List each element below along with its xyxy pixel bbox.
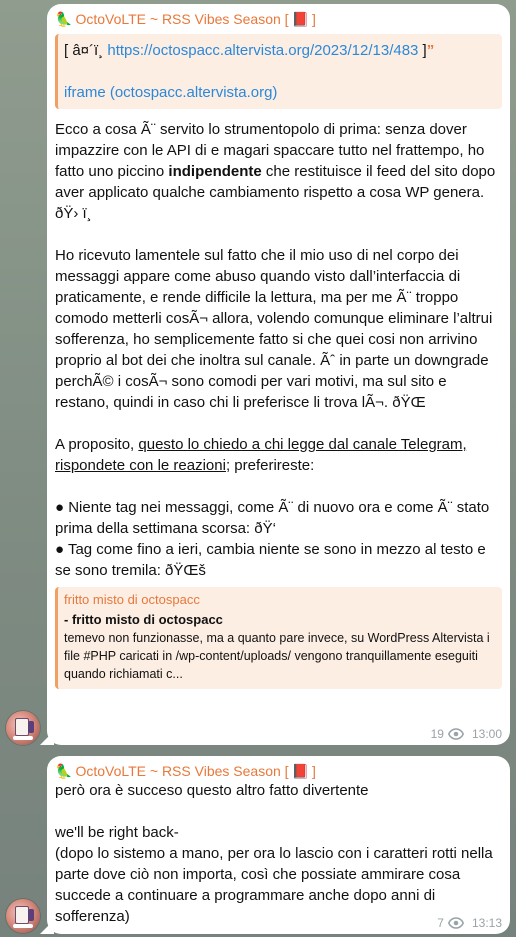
p1-start: Ecco a cosa Ã¨ servito lo strumentopolo di prima: senza dover impazzire con le API di e magari spaccare tutto nel frattempo, ho fatto uno piccino [55, 121, 485, 180]
book-icon: 📕 [291, 11, 309, 27]
eye-icon [448, 917, 464, 929]
message-bubble[interactable] [47, 756, 510, 934]
message-body [55, 780, 502, 927]
parrot-icon: 🦜 [55, 11, 73, 27]
forward-title: - fritto misto di octospacc [64, 612, 223, 627]
link-quote [55, 34, 502, 109]
avatar-accent [28, 721, 34, 733]
sender-close: ] [311, 11, 316, 27]
bullet-2: ● Tag come fino a ieri, cambia niente se sono in mezzo al testo e se sono tremila: ðŸŒš [55, 541, 486, 579]
bubble-tail [40, 731, 54, 745]
eye-icon [448, 728, 464, 740]
avatar-figure [15, 718, 29, 736]
view-count: 7 [437, 916, 444, 930]
line-2: we'll be right back- [55, 824, 179, 841]
sender-name[interactable] [55, 10, 502, 28]
line-3: (dopo lo sistemo a mano, per ora lo lascio con i caratteri rotti nella parte dove ciò non importa, così che possiate ammirare cosa succede a continuare a programmare anche dopo anni di sofferenza) [55, 845, 493, 925]
message-bubble[interactable] [47, 4, 510, 745]
avatar[interactable] [6, 711, 40, 745]
forward-text: temevo non funzionasse, ma a quanto pare invece, su WordPress Altervista i file #PHP caricati in /wp-content/uploads/ vengono tranquillamente eseguiti quando richiamati c... [64, 631, 490, 681]
paragraph-2: Ho ricevuto lamentele sul fatto che il mio uso di nel corpo dei messaggi appare come abuso quando visto dall’interfaccia di praticamente, e rende difficile la lettura, ma per me Ã¨ troppo comodo metterli cosÃ¬ allora, volendo comunque eliminare l’altrui sofferenza, ho semplicemente fatto si che quei cosi non arrivino proprio al bot dei che inoltra sul canale. Ãˆ in parte un downgrade perchÃ© i cosÃ¬ sono comodi per vari motivi, ma sul sito e restano, quindi in caso chi li preferisce li trova lÃ¬. ðŸŒ [55, 247, 493, 411]
iframe-link[interactable]: iframe (octospacc.altervista.org) [64, 84, 278, 101]
quote-open: [ â¤´ï¸ [64, 42, 108, 59]
message-meta [437, 916, 502, 930]
message-time: 13:13 [471, 916, 502, 930]
sender-label: OctoVoLTE ~ RSS Vibes Season [ [75, 763, 289, 779]
avatar-bar [13, 924, 33, 928]
parrot-icon: 🦜 [55, 763, 73, 779]
message-body [55, 119, 502, 581]
p3-start: A proposito, [55, 436, 139, 453]
book-icon: 📕 [291, 763, 309, 779]
paragraph-1 [55, 119, 502, 224]
avatar-bar [13, 736, 33, 740]
line-1: però ora è succeso questo altro fatto divertente [55, 782, 369, 799]
bullet-1: ● Niente tag nei messaggi, come Ã¨ di nuovo ora e come Ã¨ stato prima della settimana scorsa: ðŸ‘ [55, 499, 490, 537]
message-meta [431, 727, 502, 741]
message-time: 13:00 [471, 727, 502, 741]
p1-end: che restituisce il feed del sito dopo aver applicato qualche cambiamento rispetto a cosa WP genera. ðŸ› ï¸ [55, 163, 496, 222]
forwarded-preview[interactable] [55, 587, 502, 689]
p1-bold: indipendente [168, 163, 262, 180]
avatar-figure [15, 906, 29, 924]
view-count: 19 [430, 727, 444, 741]
avatar-accent [28, 909, 34, 921]
bubble-tail [40, 920, 54, 934]
sender-label: OctoVoLTE ~ RSS Vibes Season [ [75, 11, 289, 27]
quote-close: ] [418, 42, 427, 59]
quote-mark-icon: ” [426, 42, 435, 59]
sender-name[interactable] [55, 762, 502, 780]
p3-end: ; preferireste: [225, 457, 315, 474]
p3-underline[interactable]: questo lo chiedo a chi legge dal canale Telegram, rispondete con le reazioni [55, 436, 467, 474]
sender-close: ] [311, 763, 316, 779]
paragraph-3 [55, 434, 502, 476]
avatar[interactable] [6, 899, 40, 933]
forward-source: fritto misto di octospacc [64, 592, 200, 607]
post-link[interactable]: https://octospacc.altervista.org/2023/12/13/483 [107, 42, 419, 59]
